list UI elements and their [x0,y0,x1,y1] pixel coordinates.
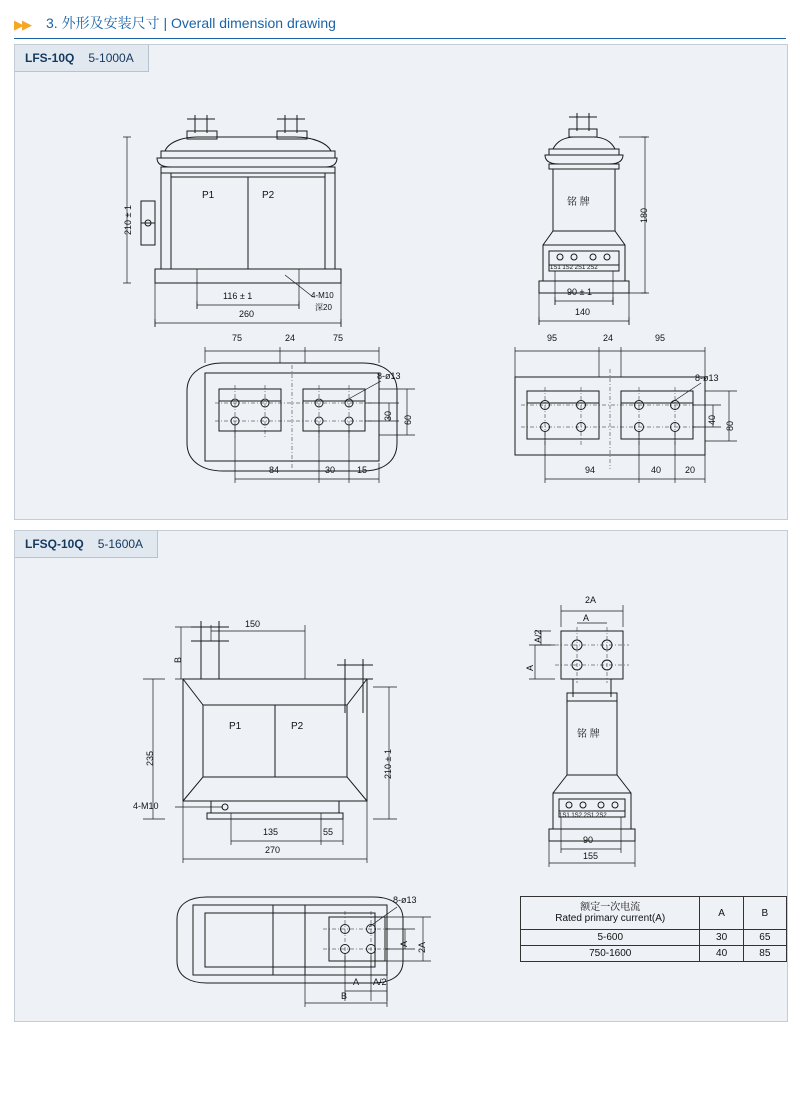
table-cell-range: 5-600 [521,930,700,946]
secondary-terminals-label-lfsq: 1S1 1S2 2S1 2S2 [559,813,607,819]
nameplate-label: 铭 牌 [567,197,590,208]
hole-note-8-13: 8-ø13 [377,371,401,381]
arrow-bullet-icon: ▶▶ [14,17,30,32]
hole-note-8-13-lfsq: 8-ø13 [393,895,417,905]
table-cell-b: 65 [743,930,786,946]
nameplate-label-lfsq: 铭 牌 [577,729,600,740]
note-depth-20: 深20 [315,303,332,312]
panel-lfsq-10q [14,530,788,1022]
dim-135: 135 [263,827,279,837]
dim-20: 20 [685,465,696,475]
dim-235: 235 [145,750,155,766]
dim-height-210: 210 ± 1 [123,205,133,235]
header-divider [14,38,786,39]
current-range-lfsq: 5-1600A [97,537,144,551]
dim-150: 150 [245,619,261,629]
lfs-side-view [505,105,705,335]
terminal-p2-label-lfsq: P2 [291,721,304,732]
dim-bolt-span-90: 90 ± 1 [567,287,592,297]
dim-210-right: 210 ± 1 [383,749,393,779]
section-number: 3. [46,15,58,31]
dim-94: 94 [585,465,596,475]
dim-60-vert: 60 [403,414,413,425]
table-header-a: A [700,897,743,930]
table-header-current-en: Rated primary current(A) [555,913,666,924]
lfsq-front-view [133,601,435,871]
dim-75-left: 75 [232,333,243,343]
dim-b-bottom: B [341,991,348,1001]
terminal-p1-label: P1 [202,190,215,201]
dim-a-half-bottom: A/2 [373,977,387,987]
lfsq-side-view [515,595,715,871]
title-separator: | [163,15,168,31]
dim-2a-top: 2A [585,595,597,605]
table-header-current [521,897,700,930]
lfs-plan-view-5-630 [175,333,425,495]
dim-inner-116: 116 ± 1 [223,291,253,301]
panel-tag-lfsq [15,531,158,558]
table-cell-range: 750-1600 [521,946,700,962]
dim-a-bottom: A [353,977,360,987]
table-header-b: B [743,897,786,930]
terminal-p1-label-lfsq: P1 [229,721,242,732]
dim-80-vert: 80 [725,420,735,431]
lfs-front-view [123,105,425,335]
dim-a-right: A [399,940,409,947]
hole-note-8-13-right: 8-ø13 [695,373,719,383]
secondary-terminals-label: 1S1 1S2 2S1 2S2 [550,265,598,271]
dim-75-right: 75 [333,333,344,343]
dim-84: 84 [269,465,280,475]
lfsq-plan-view [165,891,445,1011]
rated-current-table [520,896,787,962]
note-4m10: 4-M10 [311,291,334,300]
panel-tag-lfs [15,45,149,72]
model-label-lfsq: LFSQ-10Q [25,537,84,551]
dim-40-vert: 40 [707,414,717,425]
section-title-cn: 外形及安装尺寸 [61,15,160,31]
dim-95-right: 95 [655,333,666,343]
current-range-lfs: 5-1000A [88,51,134,65]
table-row [521,946,787,962]
section-title-en: Overall dimension drawing [171,15,336,31]
dim-height-180: 180 [639,207,649,223]
dim-15: 15 [357,465,368,475]
dim-width-260: 260 [239,309,255,319]
table-header-current-cn: 额定一次电流 [580,901,641,913]
table-cell-a: 30 [700,930,743,946]
table-cell-a: 40 [700,946,743,962]
dim-95-left: 95 [547,333,558,343]
dim-a-top: A [583,613,590,623]
dim-2a-right: 2A [417,941,427,953]
panel-lfs-10q [14,44,788,520]
note-4m10-lfsq: 4-M10 [133,801,159,811]
dim-155: 155 [583,851,599,861]
dim-24: 24 [285,333,296,343]
dim-b-front: B [173,656,183,663]
dim-a-left: A [525,664,535,671]
lfs-plan-view-750-1000 [495,333,745,495]
model-label-lfs: LFS-10Q [25,51,75,65]
dim-24-right: 24 [603,333,614,343]
table-row [521,930,787,946]
table-cell-b: 85 [743,946,786,962]
dim-55: 55 [323,827,334,837]
dim-width-140: 140 [575,307,591,317]
dim-40: 40 [651,465,662,475]
dim-a-half-left: A/2 [533,629,543,643]
page-header [0,8,800,38]
table-header-row [521,897,787,930]
terminal-p2-label: P2 [262,190,275,201]
page-title [46,13,336,33]
dim-30: 30 [325,465,336,475]
dim-30-vert: 30 [383,410,393,421]
dim-90: 90 [583,835,594,845]
dim-270: 270 [265,845,281,855]
